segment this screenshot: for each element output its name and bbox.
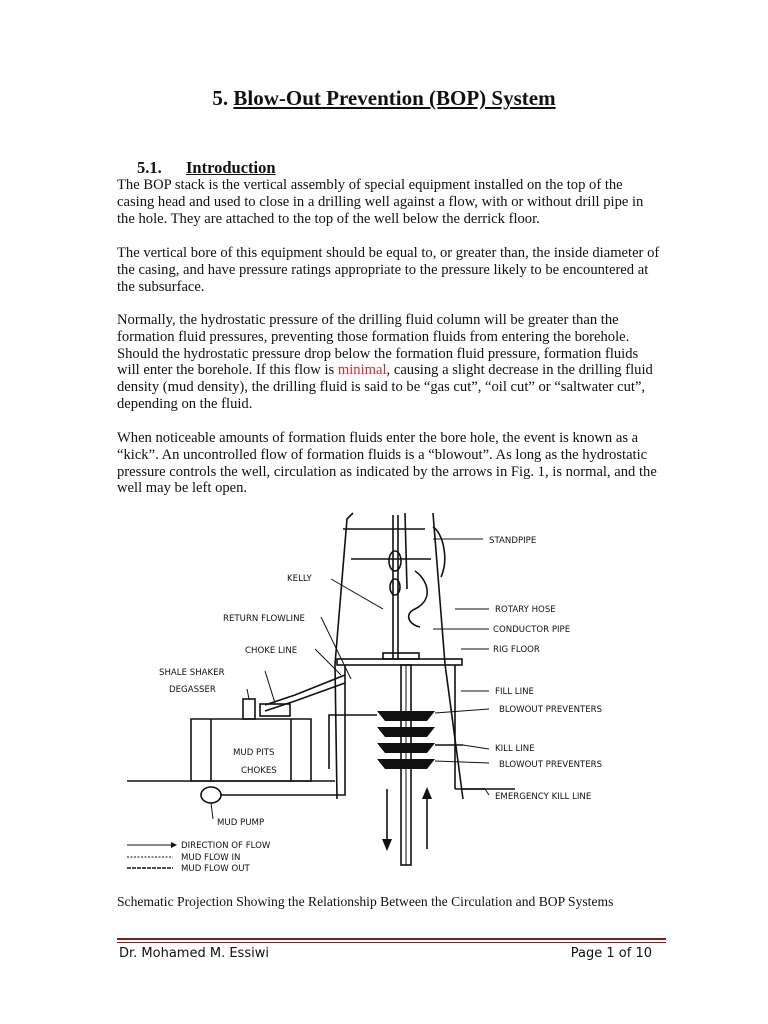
rig-floor: [337, 659, 462, 665]
label-rotary-hose: ROTARY HOSE: [495, 605, 556, 615]
return-flowline: [265, 675, 345, 705]
label-return-flowline: RETURN FLOWLINE: [223, 614, 305, 624]
footer-author: Dr. Mohamed M. Essiwi: [119, 946, 269, 961]
bop-schematic-figure: [115, 499, 641, 885]
label-conductor-pipe: CONDUCTOR PIPE: [493, 625, 571, 635]
footer-rule-thin: [117, 942, 666, 943]
footer-page-number: Page 1 of 10: [570, 946, 652, 961]
shale-shaker: [260, 704, 290, 716]
label-rig-floor: RIG FLOOR: [493, 645, 540, 655]
paragraph-3-part-1: Normally, the hydrostatic pressure of the drilling fluid column will be greater than the formation fluid pressures, preventing those formation fluids from entering the borehole. Should the hydrostatic pressure drop below the formation fluid pressure, formation fluids will enter the borehole. If this flow is: [117, 312, 639, 379]
section-heading: [137, 158, 276, 178]
label-fill-line: FILL LINE: [495, 687, 534, 697]
derrick-left-leg: [335, 513, 353, 799]
label-shale-shaker: SHALE SHAKER: [159, 668, 225, 678]
ground-line: [127, 781, 515, 789]
paragraph-1: The BOP stack is the vertical assembly of special equipment installed on the top of the casing head and used to close in a drilling well against a flow, with or without drill pipe in the hole. They are attached to the top of the well below the derrick floor.: [117, 177, 644, 227]
paragraph-2: The vertical bore of this equipment should be equal to, or greater than, the inside diameter of the casing, and have pressure ratings appropriate to the pressure likely to be encountered at the subsurface.: [117, 245, 660, 295]
label-choke-line: CHOKE LINE: [245, 646, 298, 656]
legend-mud-out: MUD FLOW OUT: [181, 864, 250, 874]
rotary-hose: [409, 571, 428, 627]
paragraph-3-part-2: , causing a slight decrease in the drilling fluid density (mud density), the drilling fluid is said to be “gas cut”, “oil cut” or “saltwater cut”, depending on the fluid.: [117, 362, 653, 412]
paragraph-4: When noticeable amounts of formation fluids enter the bore hole, the event is known as a “kick”. An uncontrolled flow of formation fluids is a “blowout”. As long as the hydrostatic pressure controls the well, circulation as indicated by the arrows in Fig. 1, is normal, and the well may be left open.: [117, 430, 657, 497]
mud-pump: [201, 787, 221, 803]
footer-rule-thick: [117, 938, 666, 940]
label-degasser: DEGASSER: [169, 685, 216, 695]
section-title: Introduction: [186, 158, 276, 177]
legend-mud-in: MUD FLOW IN: [181, 853, 241, 863]
title-number: 5.: [212, 86, 229, 110]
bop-schematic-drawing: [115, 499, 641, 885]
label-chokes: CHOKES: [241, 766, 277, 776]
degasser: [243, 699, 255, 719]
page-title: [0, 86, 768, 111]
label-standpipe: STANDPIPE: [489, 536, 537, 546]
label-blowout-preventers-1: BLOWOUT PREVENTERS: [499, 705, 603, 715]
highlight-minimal: minimal: [337, 362, 387, 379]
title-text: Blow-Out Prevention (BOP) System: [233, 86, 556, 110]
label-emergency-kill-line: EMERGENCY KILL LINE: [495, 792, 592, 802]
label-blowout-preventers-2: BLOWOUT PREVENTERS: [499, 760, 603, 770]
label-mud-pump: MUD PUMP: [217, 818, 265, 828]
derrick-right-leg: [433, 513, 463, 799]
figure-caption: Schematic Projection Showing the Relationship Between the Circulation and BOP Systems: [117, 894, 614, 909]
figure-legend: [127, 841, 271, 874]
legend-direction: DIRECTION OF FLOW: [181, 841, 271, 851]
paragraph-3: [117, 312, 662, 413]
label-kelly: KELLY: [287, 574, 312, 584]
section-number: 5.1.: [137, 158, 162, 177]
label-kill-line: KILL LINE: [495, 744, 535, 754]
label-mud-pits: MUD PITS: [233, 748, 275, 758]
